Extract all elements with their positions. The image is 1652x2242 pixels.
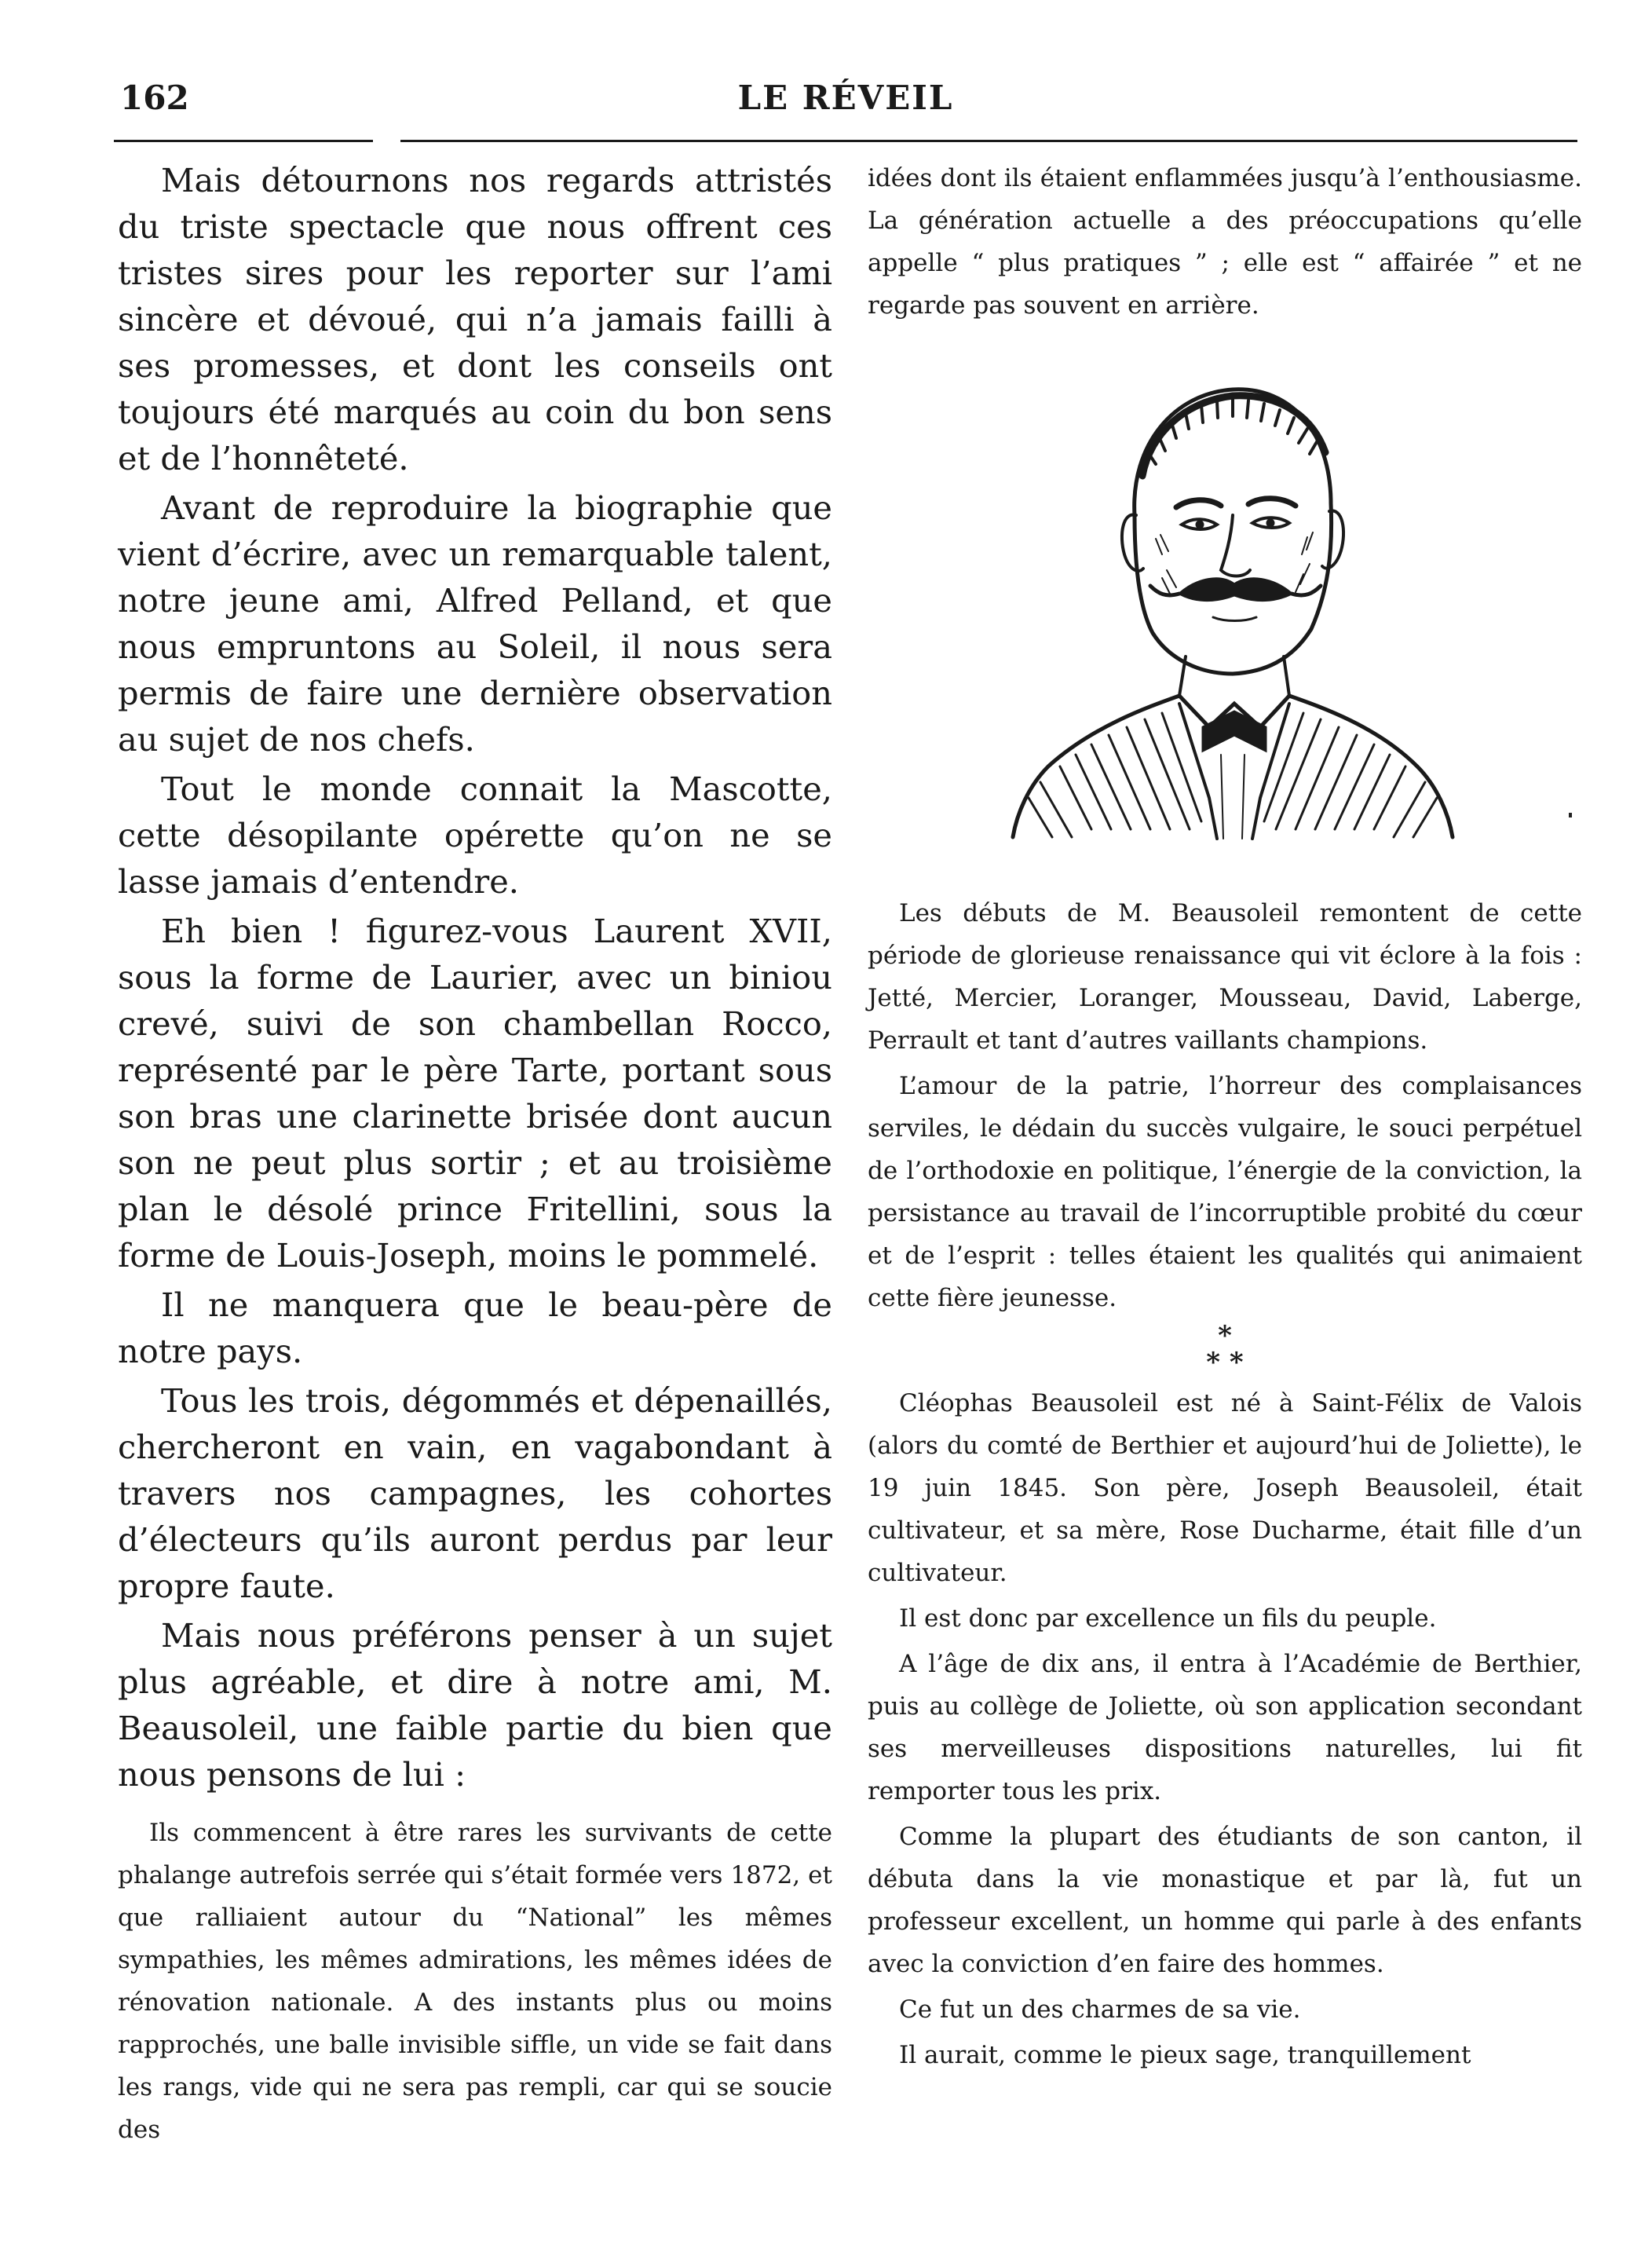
paragraph: Ce fut un des charmes de sa vie. bbox=[899, 1995, 1301, 2024]
biography-body bbox=[868, 892, 1582, 2076]
paragraph: Tout le monde connait la Mascotte, cette désopilante opérette qu’on ne se lasse jamais d’entendre. bbox=[118, 770, 832, 901]
paragraph: L’amour de la patrie, l’horreur des complaisances serviles, le dédain du succès vulgaire, le souci perpétuel de l’orthodoxie en politique, l’énergie de la conviction, la persistance au travail de l’incorruptible probité du cœur et de l’esprit : telles étaient les qualités qui animaient cette fière jeunesse. bbox=[868, 1072, 1582, 1312]
paragraph: Tous les trois, dégommés et dépenaillés, chercheront en vain, en vagabondant à travers nos campagnes, les cohortes d’électeurs qu’ils auront perdus par leur propre faute. bbox=[118, 1381, 832, 1605]
left-column bbox=[118, 157, 832, 2154]
paragraph: Avant de reproduire la biographie que vient d’écrire, avec un remarquable talent, notre jeune ami, Alfred Pelland, et que nous empruntons au Soleil, il nous sera permis de faire une dernière observation au sujet de nos chefs. bbox=[118, 488, 832, 759]
print-speck bbox=[1569, 813, 1572, 817]
portrait-engraving bbox=[974, 358, 1476, 845]
paragraph: Ils commencent à être rares les survivants de cette phalange autrefois serrée qui s’était formée vers 1872, et que ralliaient autour du “National” les mêmes sympathies, les mêmes admirations, les mêmes idées de rénovation nationale. A des instants plus ou moins rapprochés, une balle invisible siffle, un vide se fait dans les rangs, vide qui ne sera pas rempli, car qui se soucie des bbox=[118, 1819, 832, 2144]
paragraph: A l’âge de dix ans, il entra à l’Académie de Berthier, puis au collège de Joliette, où son application secondant ses merveilleuses dispositions naturelles, lui fit remporter tous les prix. bbox=[868, 1650, 1582, 1805]
header-rule-right bbox=[400, 140, 1577, 142]
paragraph: Mais nous préférons penser à un sujet plus agréable, et dire à notre ami, M. Beausoleil, une faible partie du bien que nous pensons de lui : bbox=[118, 1616, 832, 1794]
paragraph: Eh bien ! figurez-vous Laurent XVII, sous la forme de Laurier, avec un biniou crevé, suivi de son chambellan Rocco, représenté par le père Tarte, portant sous son bras une clarinette brisée dont aucun son ne peut plus sortir ; et au troisième plan le désolé prince Fritellini, sous la forme de Louis-Joseph, moins le pommelé. bbox=[118, 912, 832, 1275]
paragraph: Il est donc par excellence un fils du peuple. bbox=[899, 1604, 1437, 1633]
paragraph: idées dont ils étaient enflammées jusqu’à l’enthousiasme. La génération actuelle a des préoccupations qu’elle appelle “ plus pratiques ” ; elle est “ affairée ” et ne regarde pas souvent en arrière. bbox=[868, 164, 1582, 320]
running-title: LE RÉVEIL bbox=[737, 79, 954, 117]
paragraph: Cléophas Beausoleil est né à Saint-Félix de Valois (alors du comté de Berthier et aujourd’hui de Joliette), le 19 juin 1845. Son père, Joseph Beausoleil, était cultivateur, et sa mère, Rose Ducharme, était fille d’un cultivateur. bbox=[868, 1389, 1582, 1587]
section-break-asterism bbox=[868, 1322, 1582, 1376]
paragraph: Il aurait, comme le pieux sage, tranquillement bbox=[899, 2041, 1471, 2069]
page-number: 162 bbox=[120, 79, 189, 117]
paragraph: Mais détournons nos regards attristés du triste spectacle que nous offrent ces tristes sires pour les reporter sur l’ami sincère et dévoué, qui n’a jamais failli à ses promesses, et dont les conseils ont toujours été marqués au coin du bon sens et de l’honnêteté. bbox=[118, 161, 832, 477]
asterism-bottom: * * bbox=[1206, 1347, 1244, 1378]
asterism-top: * bbox=[1218, 1320, 1232, 1351]
paragraph: Comme la plupart des étudiants de son canton, il débuta dans la vie monastique et par là, fut un professeur excellent, un homme qui parle à des enfants avec la conviction d’en faire des hommes. bbox=[868, 1823, 1582, 1978]
editorial-text bbox=[118, 157, 832, 1798]
page-header bbox=[114, 79, 1577, 126]
biography-continuation bbox=[868, 157, 1582, 327]
right-column bbox=[868, 157, 1582, 2079]
paragraph: Les débuts de M. Beausoleil remontent de cette période de glorieuse renaissance qui vit éclore à la fois : Jetté, Mercier, Loranger, Mousseau, David, Laberge, Perrault et tant d’autres vaillants champions. bbox=[868, 899, 1582, 1055]
biography-excerpt bbox=[118, 1812, 832, 2151]
header-rule-left bbox=[114, 140, 373, 142]
paragraph: Il ne manquera que le beau-père de notre pays. bbox=[118, 1286, 832, 1370]
